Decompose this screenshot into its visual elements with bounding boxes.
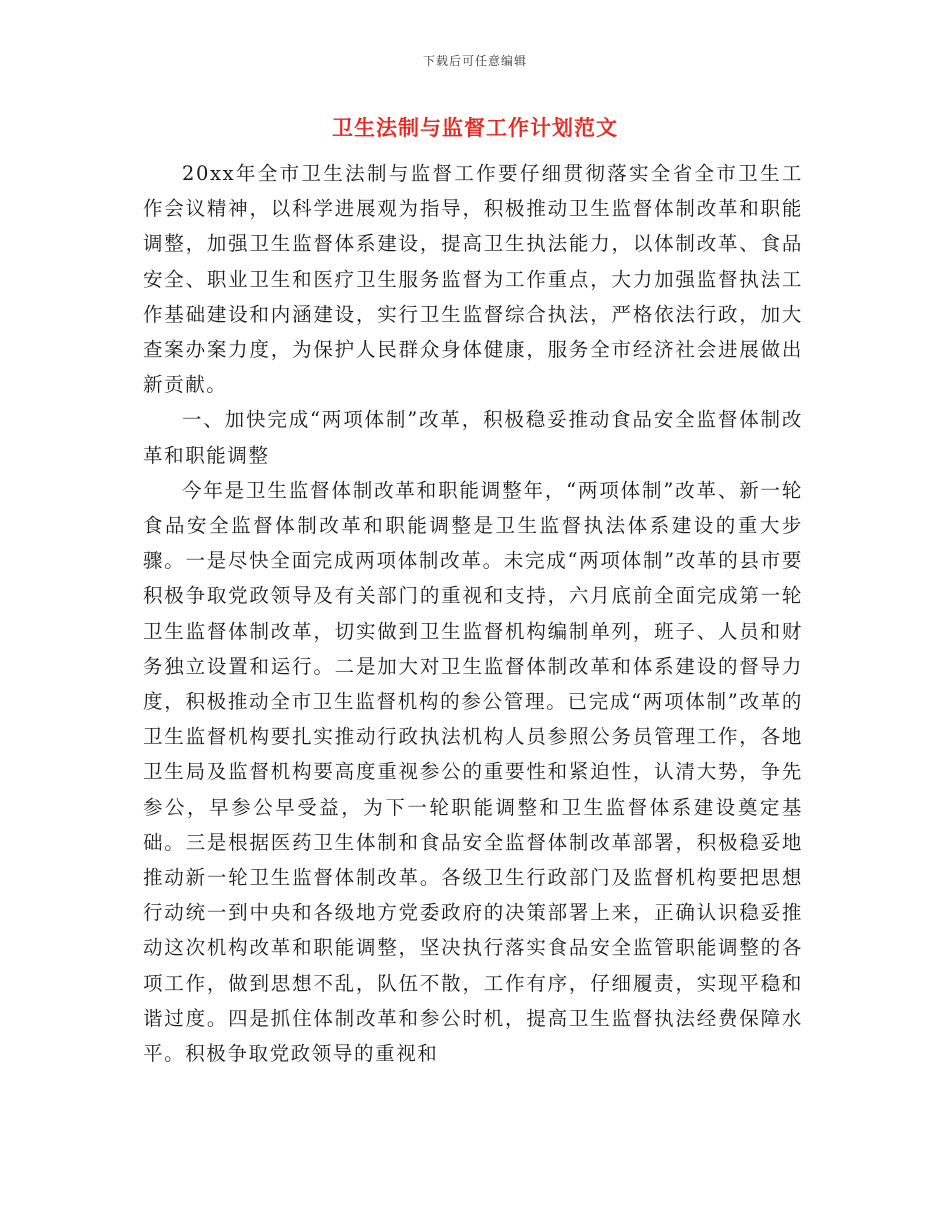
paragraph-section-body: 今年是卫生监督体制改革和职能调整年，“两项体制”改革、新一轮食品安全监督体制改革和职能调整是卫生监督执法体系建设的重大步骤。一是尽快全面完成两项体制改革。未完成“两项体制”改革的县市要积极争取党政领导及有关部门的重视和支持，六月底前全面完成第一轮卫生监督体制改革，切实做到卫生监督机构编制单列，班子、人员和财务独立设置和运行。二是加大对卫生监督体制改革和体系建设的督导力度，积极推动全市卫生监督机构的参公管理。已完成“两项体制”改革的卫生监督机构要扎实推动行政执法机构人员参照公务员管理工作，各地卫生局及监督机构要高度重视参公的重要性和紧迫性，认清大势，争先参公，早参公早受益，为下一轮职能调整和卫生监督体系建设奠定基础。三是根据医药卫生体制和食品安全监督体制改革部署，积极稳妥地推动新一轮卫生监督体制改革。各级卫生行政部门及监督机构要把思想行动统一到中央和各级地方党委政府的决策部署上来，正确认识稳妥推动这次机构改革和职能调整，坚决执行落实食品安全监管职能调整的各项工作，做到思想不乱，队伍不散，工作有序，仔细履责，实现平稳和谐过度。四是抓住体制改革和参公时机，提高卫生监督执法经费保障水平。积极争取党政领导的重视和 <box>143 478 803 1066</box>
document-body <box>143 156 803 1071</box>
paragraph-section-heading: 一、加快完成“两项体制”改革，积极稳妥推动食品安全监督体制改革和职能调整 <box>143 408 803 467</box>
document-title: 卫生法制与监督工作计划范文 <box>332 115 618 140</box>
header-note: 下载后可任意编辑 <box>422 54 527 68</box>
paragraph-intro: 20xx年全市卫生法制与监督工作要仔细贯彻落实全省全市卫生工作会议精神，以科学进展观为指导，积极推动卫生监督体制改革和职能调整，加强卫生监督体系建设，提高卫生执法能力，以体制改革、食品安全、职业卫生和医疗卫生服务监督为工作重点，大力加强监督执法工作基础建设和内涵建设，实行卫生监督综合执法，严格依法行政，加大查案办案力度，为保护人民群众身体健康，服务全市经济社会进展做出新贡献。 <box>143 162 803 397</box>
